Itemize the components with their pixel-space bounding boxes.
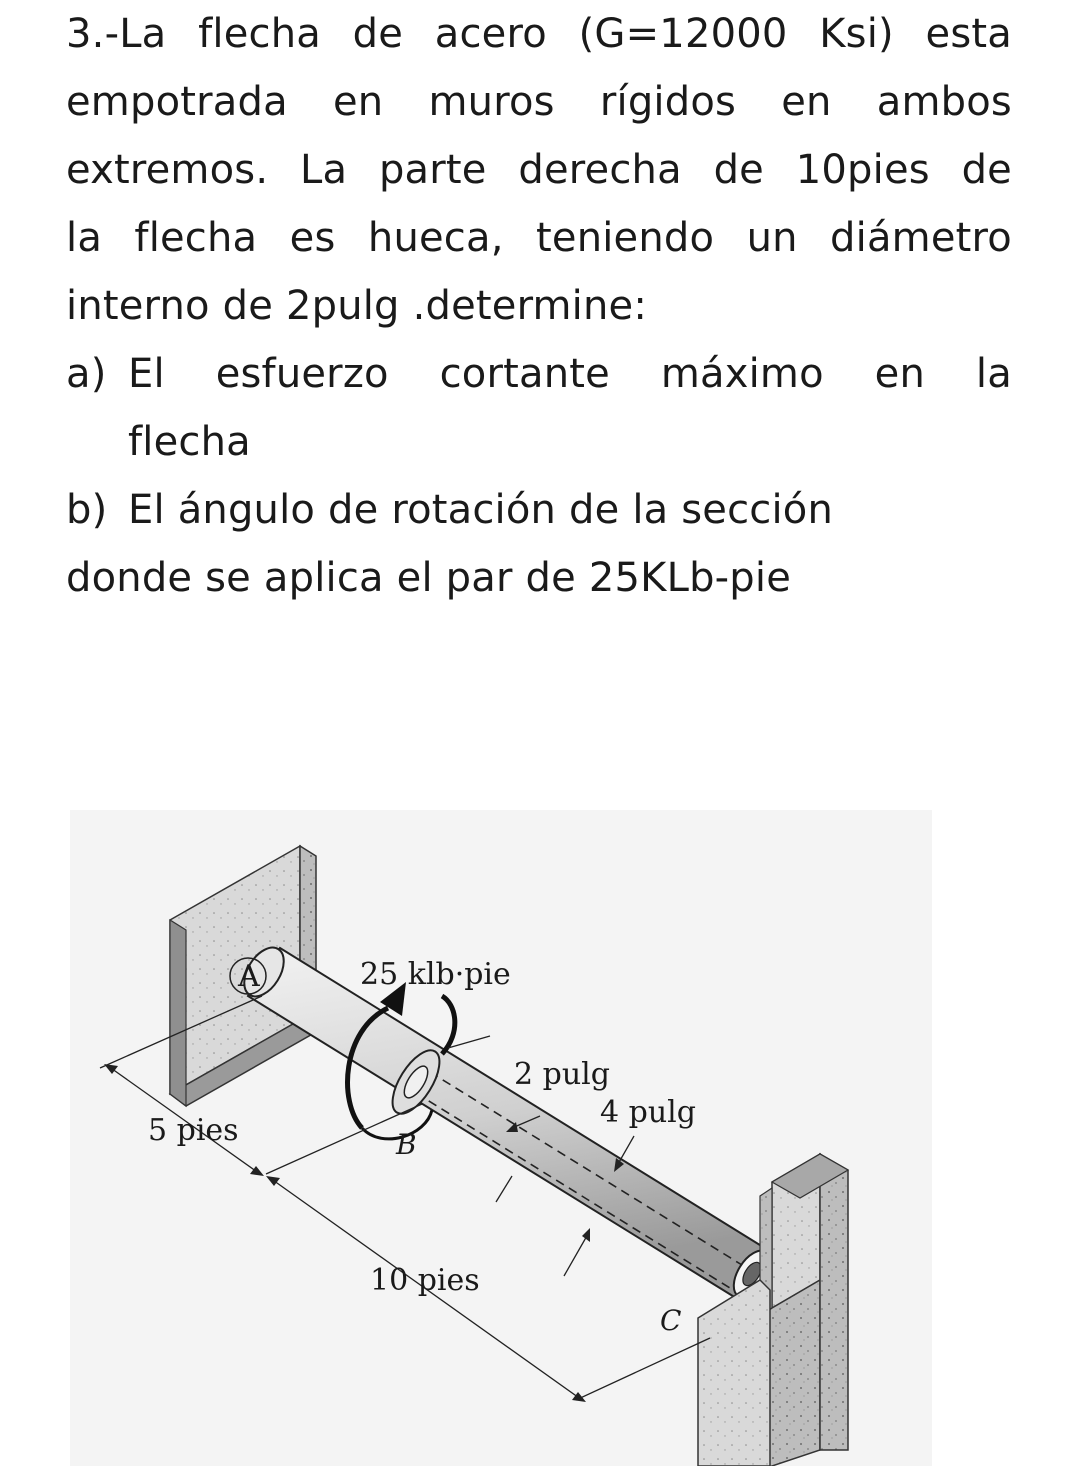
question-b-text: El ángulo de rotación de la sección xyxy=(128,487,834,533)
word: de xyxy=(352,11,404,57)
statement-line-4 xyxy=(66,204,1012,272)
word: de xyxy=(713,147,764,193)
shaft-figure xyxy=(70,810,932,1466)
question-a-continuation: flecha xyxy=(128,419,251,465)
outer-diameter-label: 4 pulg xyxy=(600,1095,696,1130)
word: rígidos xyxy=(599,79,737,125)
word: un xyxy=(746,215,798,261)
word: ambos xyxy=(876,79,1012,125)
word: acero xyxy=(434,11,547,57)
label-c: C xyxy=(660,1304,682,1337)
word: empotrada xyxy=(66,79,288,125)
word: máximo xyxy=(660,351,824,397)
word: diámetro xyxy=(830,215,1012,261)
word: en xyxy=(874,351,926,397)
word: flecha xyxy=(198,11,321,57)
word: muros xyxy=(428,79,555,125)
statement-line-1 xyxy=(66,0,1012,68)
label-a: A xyxy=(238,959,260,994)
word: en xyxy=(781,79,832,125)
question-a xyxy=(66,340,1012,408)
word: teniendo xyxy=(536,215,715,261)
statement-line-3 xyxy=(66,136,1012,204)
statement-line-2 xyxy=(66,68,1012,136)
word: cortante xyxy=(439,351,610,397)
word: parte xyxy=(378,147,487,193)
word: flecha xyxy=(134,215,258,261)
word: en xyxy=(332,79,384,125)
length-ab-label: 5 pies xyxy=(148,1113,239,1148)
word: esfuerzo xyxy=(215,351,389,397)
word: derecha xyxy=(518,147,682,193)
word: (G=12000 xyxy=(578,11,788,57)
word: hueca, xyxy=(367,215,504,261)
word: es xyxy=(289,215,336,261)
word: Ksi) xyxy=(819,11,894,57)
question-a-text xyxy=(128,340,1012,408)
word: 3.-La xyxy=(66,11,167,57)
word: la xyxy=(66,215,103,261)
word: la xyxy=(975,351,1012,397)
torque-label: 25 klb·pie xyxy=(360,957,511,992)
question-b xyxy=(66,476,1012,544)
problem-statement xyxy=(66,0,1012,612)
length-bc-label: 10 pies xyxy=(370,1263,480,1298)
word: El xyxy=(128,351,165,397)
label-b: B xyxy=(396,1128,417,1161)
question-b-continuation: donde se aplica el par de 25KLb-pie xyxy=(66,555,792,601)
word: La xyxy=(300,147,348,193)
word: extremos. xyxy=(66,147,269,193)
word: 10pies xyxy=(795,147,930,193)
word: de xyxy=(961,147,1012,193)
question-b-marker: b) xyxy=(66,487,108,533)
shaft-diagram xyxy=(70,810,932,1466)
inner-diameter-label: 2 pulg xyxy=(514,1057,610,1092)
statement-line-5: interno de 2pulg .determine: xyxy=(66,283,648,329)
question-a-marker: a) xyxy=(66,351,107,397)
word: esta xyxy=(925,11,1012,57)
